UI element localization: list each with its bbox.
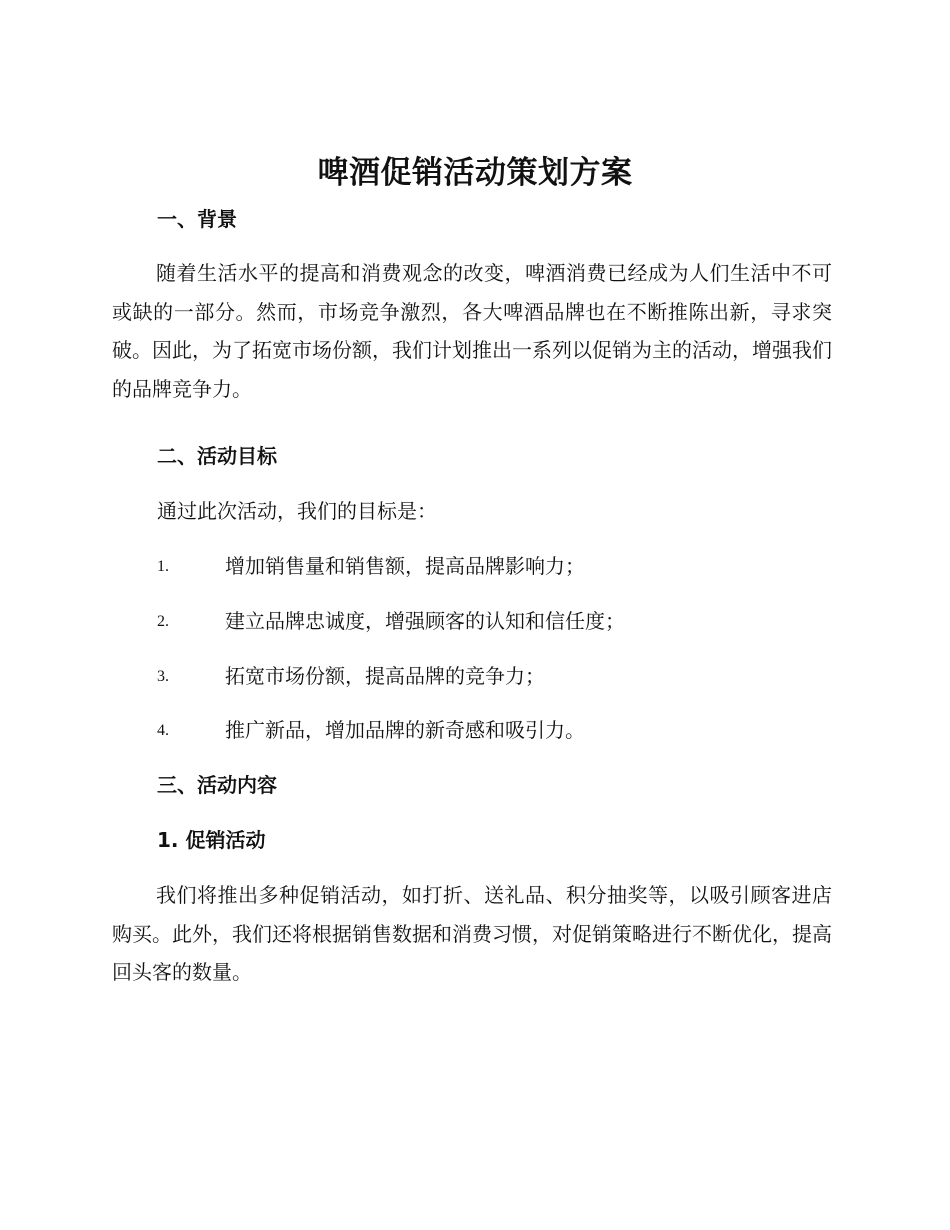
- section-heading-content: 三、活动内容: [157, 773, 277, 797]
- document-title: 啤酒促销活动策划方案: [317, 155, 633, 191]
- list-item-text: 增加销售量和销售额，提高品牌影响力；: [225, 554, 585, 578]
- list-item-number: 1.: [157, 558, 169, 575]
- list-item-number: 2.: [157, 613, 169, 630]
- list-item: [157, 606, 837, 636]
- promotion-paragraph: 我们将推出多种促销活动，如打折、送礼品、积分抽奖等，以吸引顾客进店购买。此外，我们还将根据销售数据和消费习惯，对促销策略进行不断优化，提高回头客的数量。: [112, 883, 832, 984]
- section-heading-background: 一、背景: [157, 207, 237, 231]
- list-item: [157, 715, 837, 745]
- list-item-text: 建立品牌忠诚度，增强顾客的认知和信任度；: [225, 609, 625, 633]
- list-item-number: 4.: [157, 722, 169, 739]
- subsection-heading-promotion: 1. 促销活动: [157, 828, 266, 852]
- list-item-number: 3.: [157, 668, 169, 685]
- goals-intro: 通过此次活动，我们的目标是：: [157, 499, 437, 523]
- list-item-text: 推广新品，增加品牌的新奇感和吸引力。: [225, 718, 585, 742]
- list-item: [157, 551, 837, 581]
- section-heading-goals: 二、活动目标: [157, 444, 277, 468]
- background-paragraph: 随着生活水平的提高和消费观念的改变，啤酒消费已经成为人们生活中不可或缺的一部分。然而，市场竞争激烈，各大啤酒品牌也在不断推陈出新，寻求突破。因此，为了拓宽市场份额，我们计划推出一系列以促销为主的活动，增强我们的品牌竞争力。: [112, 261, 832, 401]
- list-item-text: 拓宽市场份额，提高品牌的竞争力；: [225, 664, 545, 688]
- list-item: [157, 661, 837, 691]
